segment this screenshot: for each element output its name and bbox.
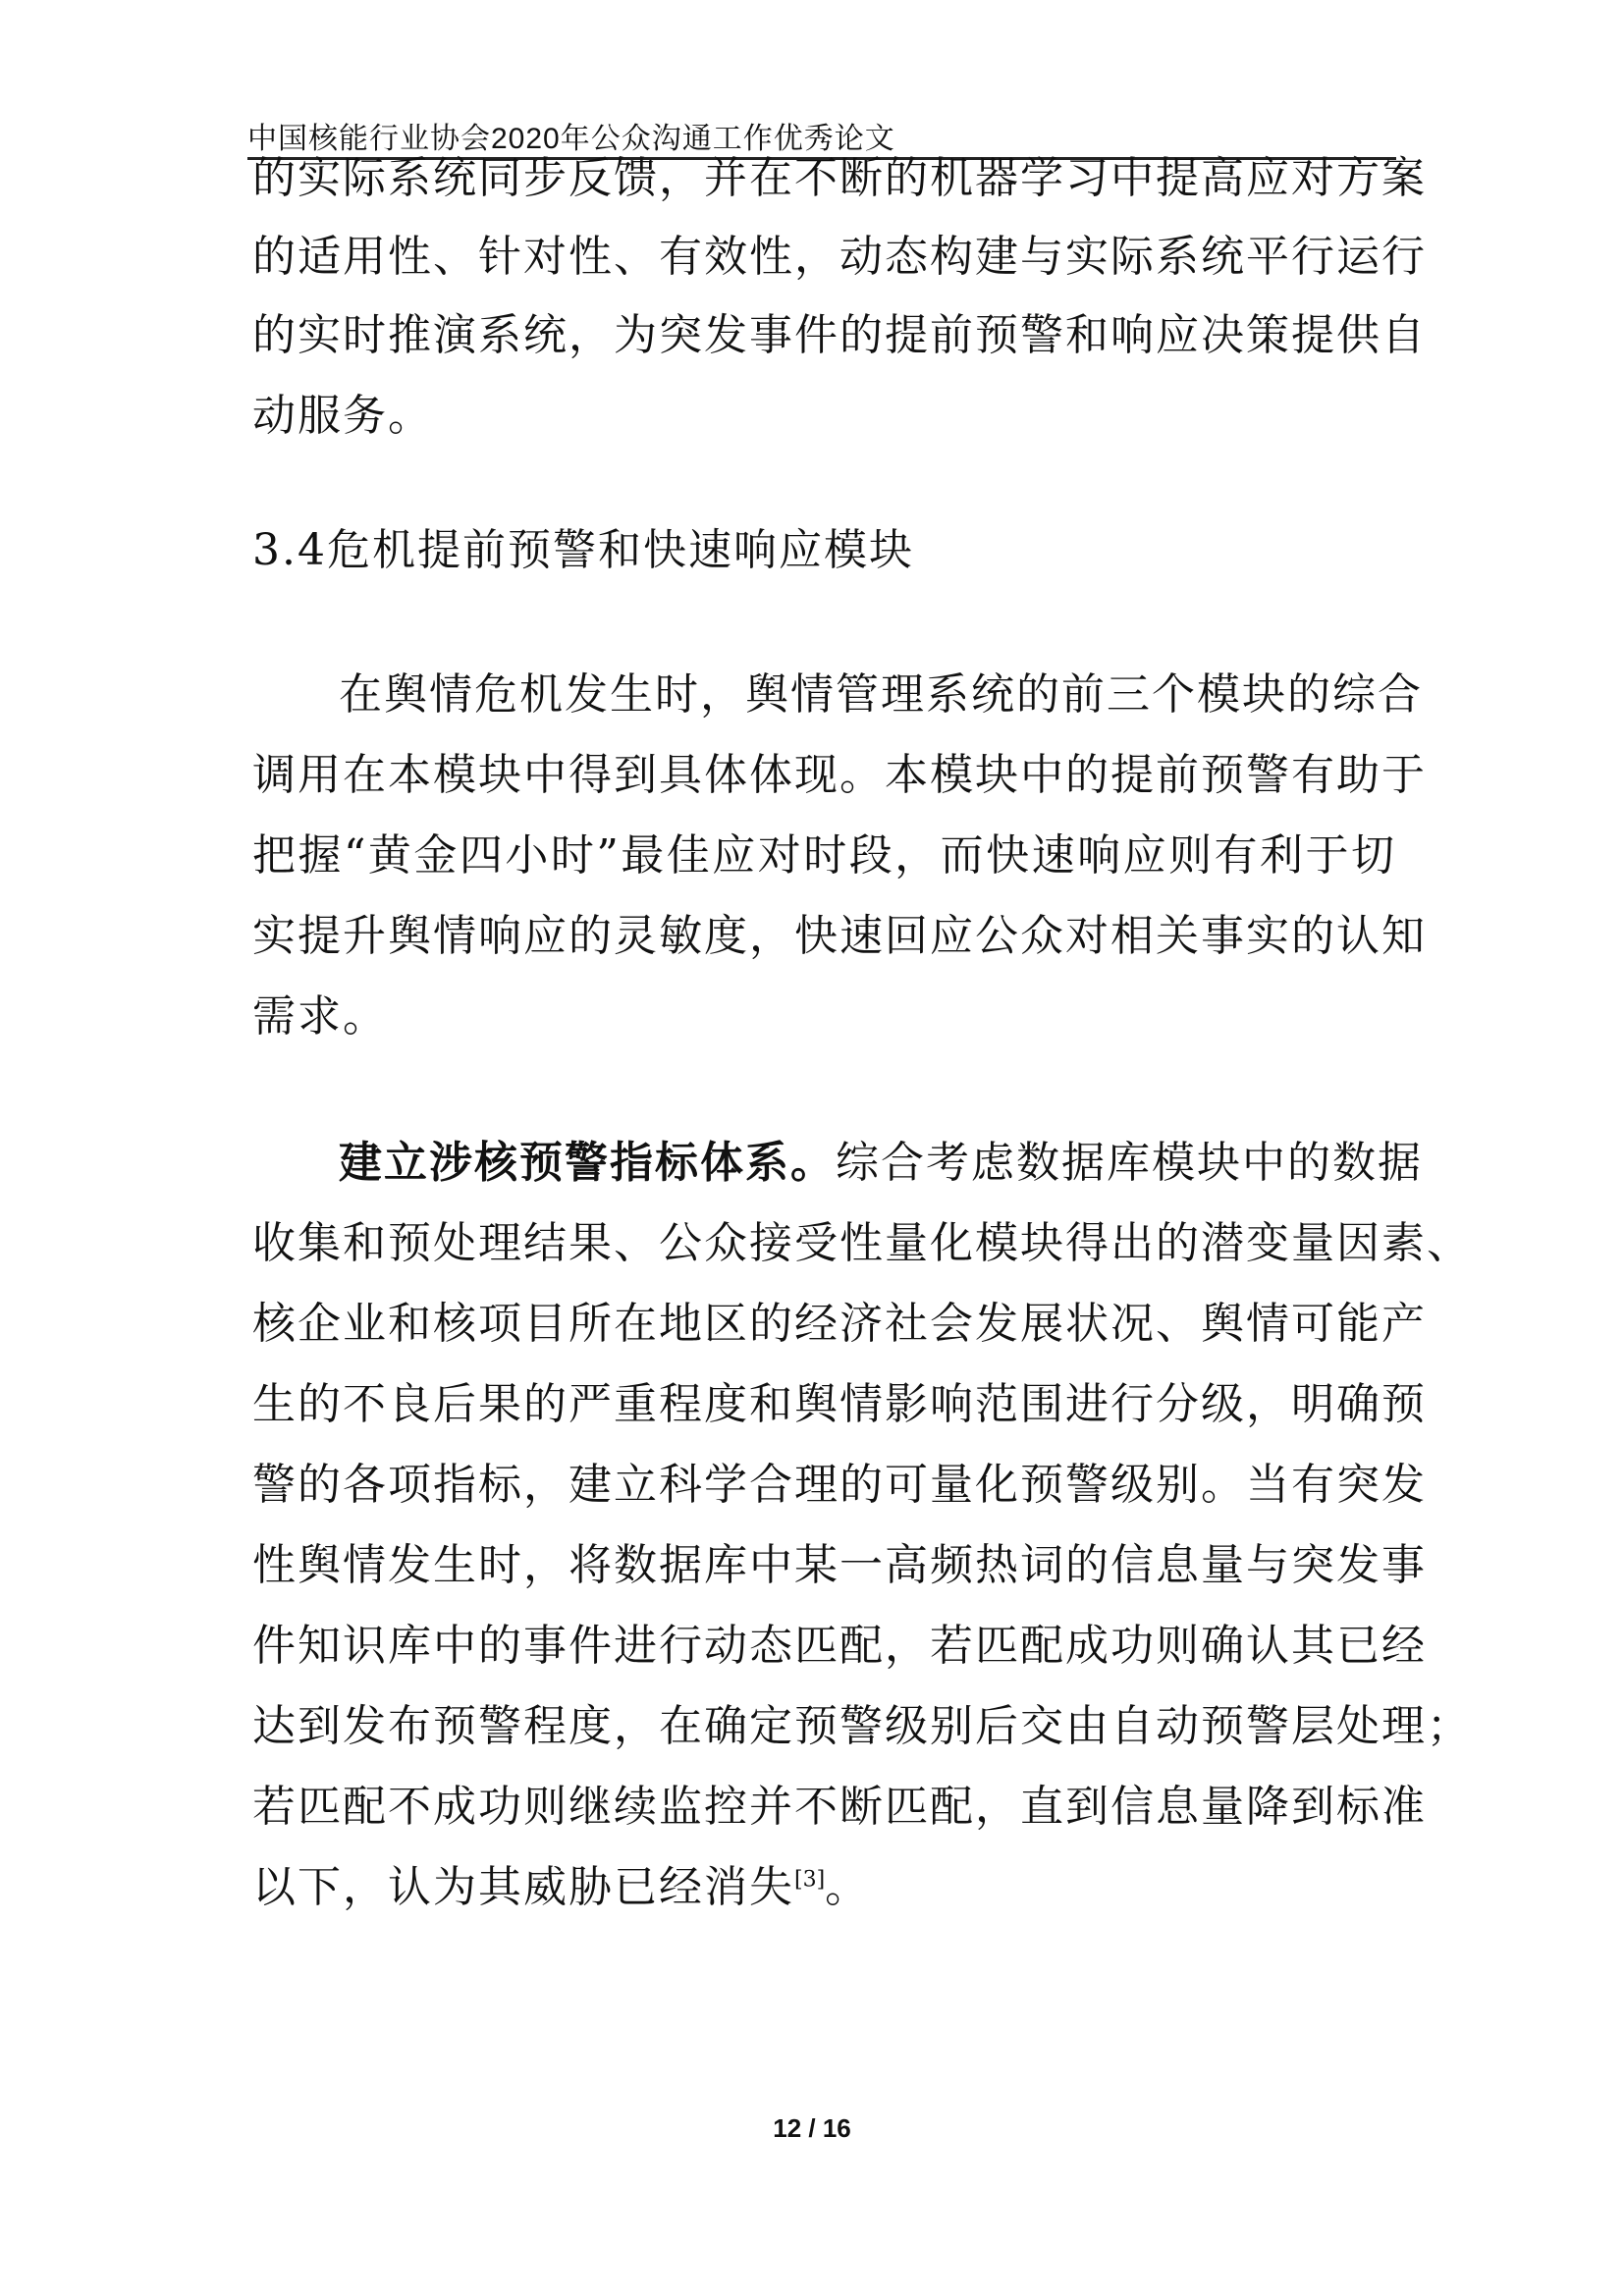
last-line-text: 以下，认为其威胁已经消失 — [252, 1862, 794, 1912]
last-line-punct: 。 — [825, 1862, 871, 1912]
paragraph-line: 警的各项指标，建立科学合理的可量化预警级别。当有突发 — [252, 1460, 1427, 1510]
paragraph-line: 生的不良后果的严重程度和舆情影响范围进行分级，明确预 — [252, 1379, 1427, 1429]
first-line-rest: 综合考虑数据库模块中的数据 — [836, 1138, 1423, 1188]
paragraph-line: 把握“黄金四小时”最佳应对时段，而快速响应则有利于切 — [252, 830, 1396, 881]
citation-marker: [3] — [794, 1867, 826, 1893]
paragraph-line: 的实时推演系统，为突发事件的提前预警和响应决策提供自 — [252, 310, 1427, 360]
section-heading: 3.4危机提前预警和快速响应模块 — [252, 525, 914, 575]
paragraph-line: 达到发布预警程度，在确定预警级别后交由自动预警层处理； — [252, 1701, 1472, 1751]
paragraph-line: 动服务。 — [252, 391, 433, 441]
bold-lead-phrase: 建立涉核预警指标体系。 — [339, 1138, 836, 1188]
header-title: 中国核能行业协会2020年公众沟通工作优秀论文 — [247, 123, 895, 155]
paragraph-line: 性舆情发生时，将数据库中某一高频热词的信息量与突发事 — [252, 1540, 1427, 1590]
paragraph-line: 件知识库中的事件进行动态匹配，若匹配成功则确认其已经 — [252, 1621, 1427, 1671]
paragraph-line: 的适用性、针对性、有效性，动态构建与实际系统平行运行 — [252, 232, 1427, 282]
paragraph-line: 需求。 — [252, 991, 388, 1041]
paragraph-line: 若匹配不成功则继续监控并不断匹配，直到信息量降到标准 — [252, 1782, 1427, 1832]
paragraph-line: 收集和预处理结果、公众接受性量化模块得出的潜变量因素、 — [252, 1218, 1472, 1268]
paragraph-line: 调用在本模块中得到具体体现。本模块中的提前预警有助于 — [252, 750, 1427, 800]
paragraph-line — [339, 1124, 1423, 1202]
paragraph-line: 在舆情危机发生时，舆情管理系统的前三个模块的综合 — [339, 669, 1423, 720]
paragraph-line: 核企业和核项目所在地区的经济社会发展状况、舆情可能产 — [252, 1299, 1427, 1349]
paragraph-line: 实提升舆情响应的灵敏度，快速回应公众对相关事实的认知 — [252, 911, 1427, 961]
page-number: 12 / 16 — [773, 2113, 851, 2143]
paragraph-line: 的实际系统同步反馈，并在不断的机器学习中提高应对方案 — [252, 153, 1427, 203]
paragraph-line — [252, 1848, 1396, 1927]
